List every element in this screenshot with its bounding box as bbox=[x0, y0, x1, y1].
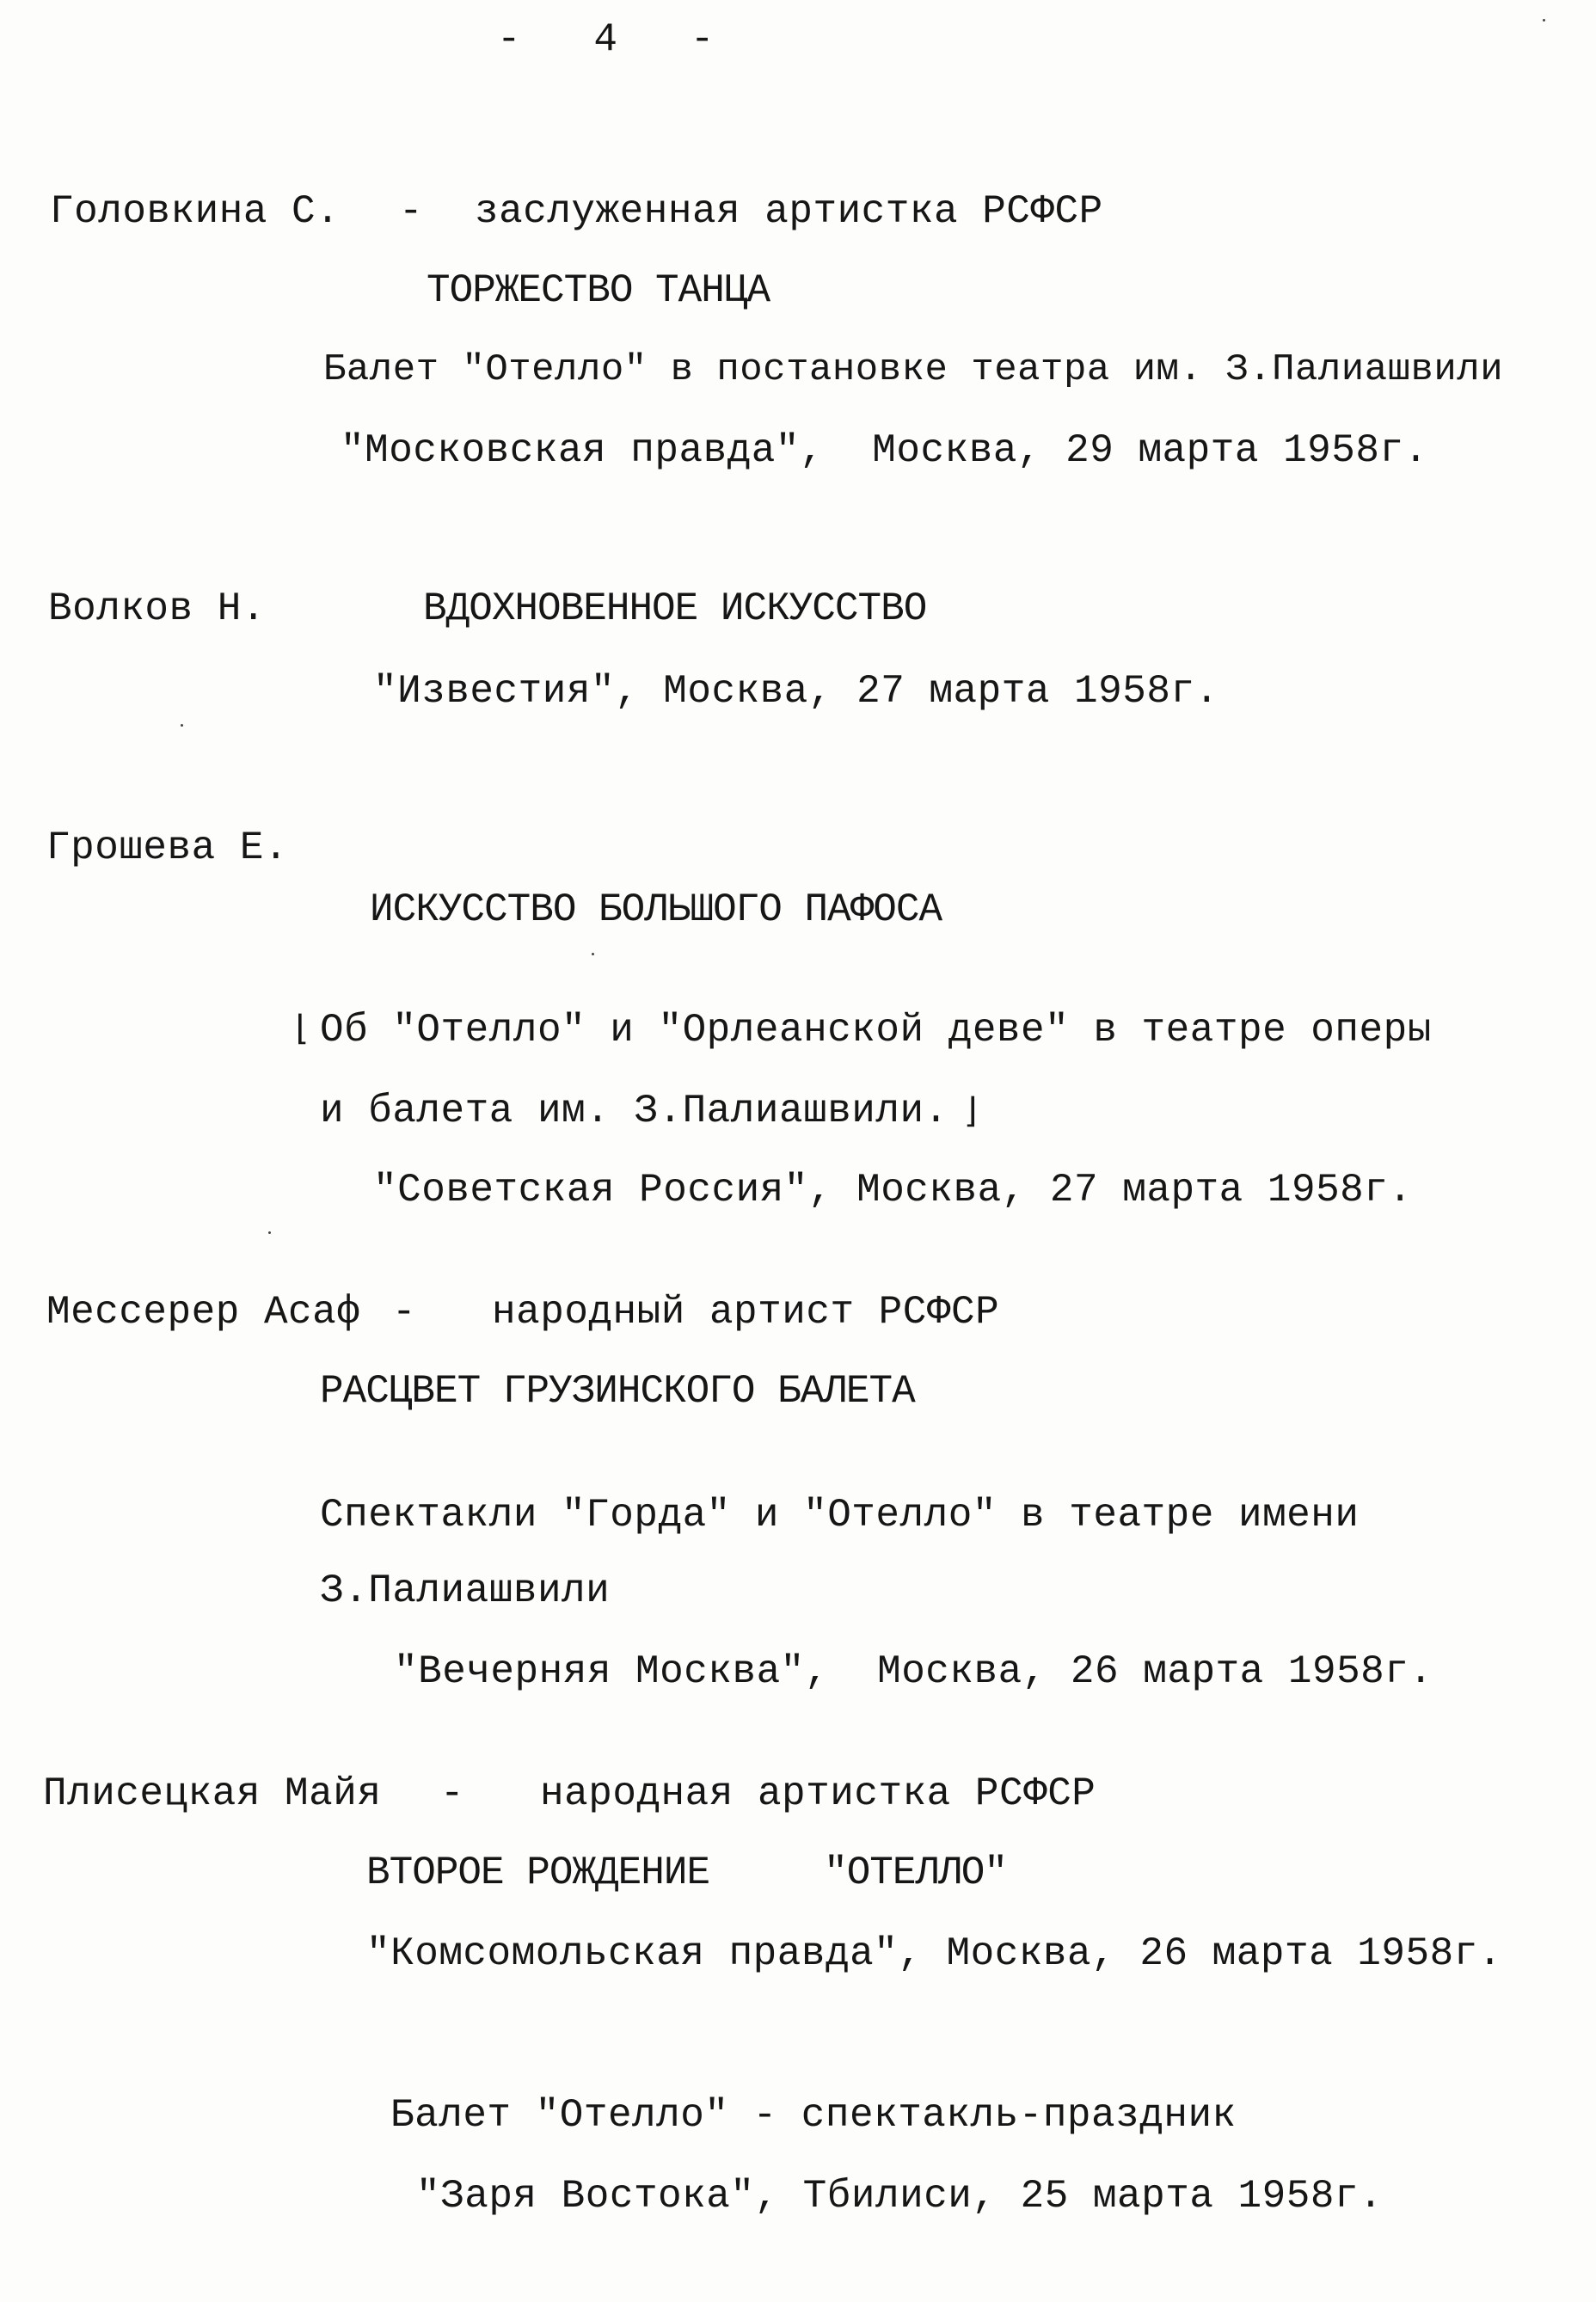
entry-5-dash: - bbox=[440, 1771, 465, 1816]
entry-3-note-line-2: и балета им. З.Палиашвили. bbox=[320, 1089, 948, 1133]
entry-4-note-line-1: Спектакли "Горда" и "Отелло" в театре имени bbox=[320, 1493, 1360, 1538]
entry-2-title: ВДОХНОВЕННОЕ ИСКУССТВО bbox=[423, 586, 927, 631]
entry-4-source: "Вечерняя Москва", Москва, 26 марта 1958г. bbox=[394, 1649, 1433, 1694]
scan-speck bbox=[592, 953, 594, 955]
entry-4-role: народный артист РСФСР bbox=[492, 1290, 1000, 1335]
entry-1-author: Головкина С. bbox=[50, 189, 341, 234]
entry-4-dash: - bbox=[392, 1290, 417, 1335]
entry-6-title: Балет "Отелло" - спектакль-праздник bbox=[390, 2093, 1237, 2138]
entry-2-author: Волков Н. bbox=[48, 586, 266, 631]
entry-5-title: ВТОРОЕ РОЖДЕНИЕ "ОТЕЛЛО" bbox=[366, 1851, 1007, 1895]
entry-3-note-line-1: Об "Отелло" и "Орлеанской деве" в театре оперы bbox=[320, 1008, 1432, 1053]
scan-speck bbox=[1543, 19, 1545, 21]
entry-2-source: "Известия", Москва, 27 марта 1958г. bbox=[373, 669, 1219, 714]
entry-5-source: "Комсомольская правда", Москва, 26 марта 1958г. bbox=[366, 1931, 1502, 1976]
entry-4-author: Мессерер Асаф bbox=[46, 1290, 361, 1335]
scan-speck bbox=[268, 1231, 271, 1234]
entry-6-source: "Заря Востока", Тбилиси, 25 марта 1958г. bbox=[416, 2174, 1384, 2219]
entry-4-title: РАСЦВЕТ ГРУЗИНСКОГО БАЛЕТА bbox=[320, 1369, 915, 1414]
entry-1-title: ТОРЖЕСТВО ТАНЦА bbox=[427, 268, 770, 313]
entry-3-source: "Советская Россия", Москва, 27 марта 1958г. bbox=[373, 1168, 1413, 1212]
entry-3-bracket-open: ⌊ bbox=[291, 1012, 312, 1051]
entry-4-note-line-2: З.Палиашвили bbox=[320, 1568, 611, 1613]
entry-3-author: Грошева Е. bbox=[46, 826, 289, 870]
entry-5-role: народная артистка РСФСР bbox=[540, 1771, 1096, 1816]
scan-speck bbox=[181, 724, 183, 727]
entry-3-bracket-close: ⌋ bbox=[961, 1095, 983, 1133]
entry-1-dash: - bbox=[399, 189, 424, 234]
entry-1-source: "Московская правда", Москва, 29 марта 1958г. bbox=[341, 428, 1428, 473]
page-number: - 4 - bbox=[497, 17, 715, 62]
entry-5-author: Плисецкая Майя bbox=[43, 1771, 382, 1816]
entry-1-role: заслуженная артистка РСФСР bbox=[475, 189, 1103, 234]
entry-3-title: ИСКУССТВО БОЛЬШОГО ПАФОСА bbox=[370, 887, 942, 932]
entry-1-subtitle: Балет "Отелло" в постановке театра им. З.Палиашвили bbox=[323, 348, 1504, 391]
